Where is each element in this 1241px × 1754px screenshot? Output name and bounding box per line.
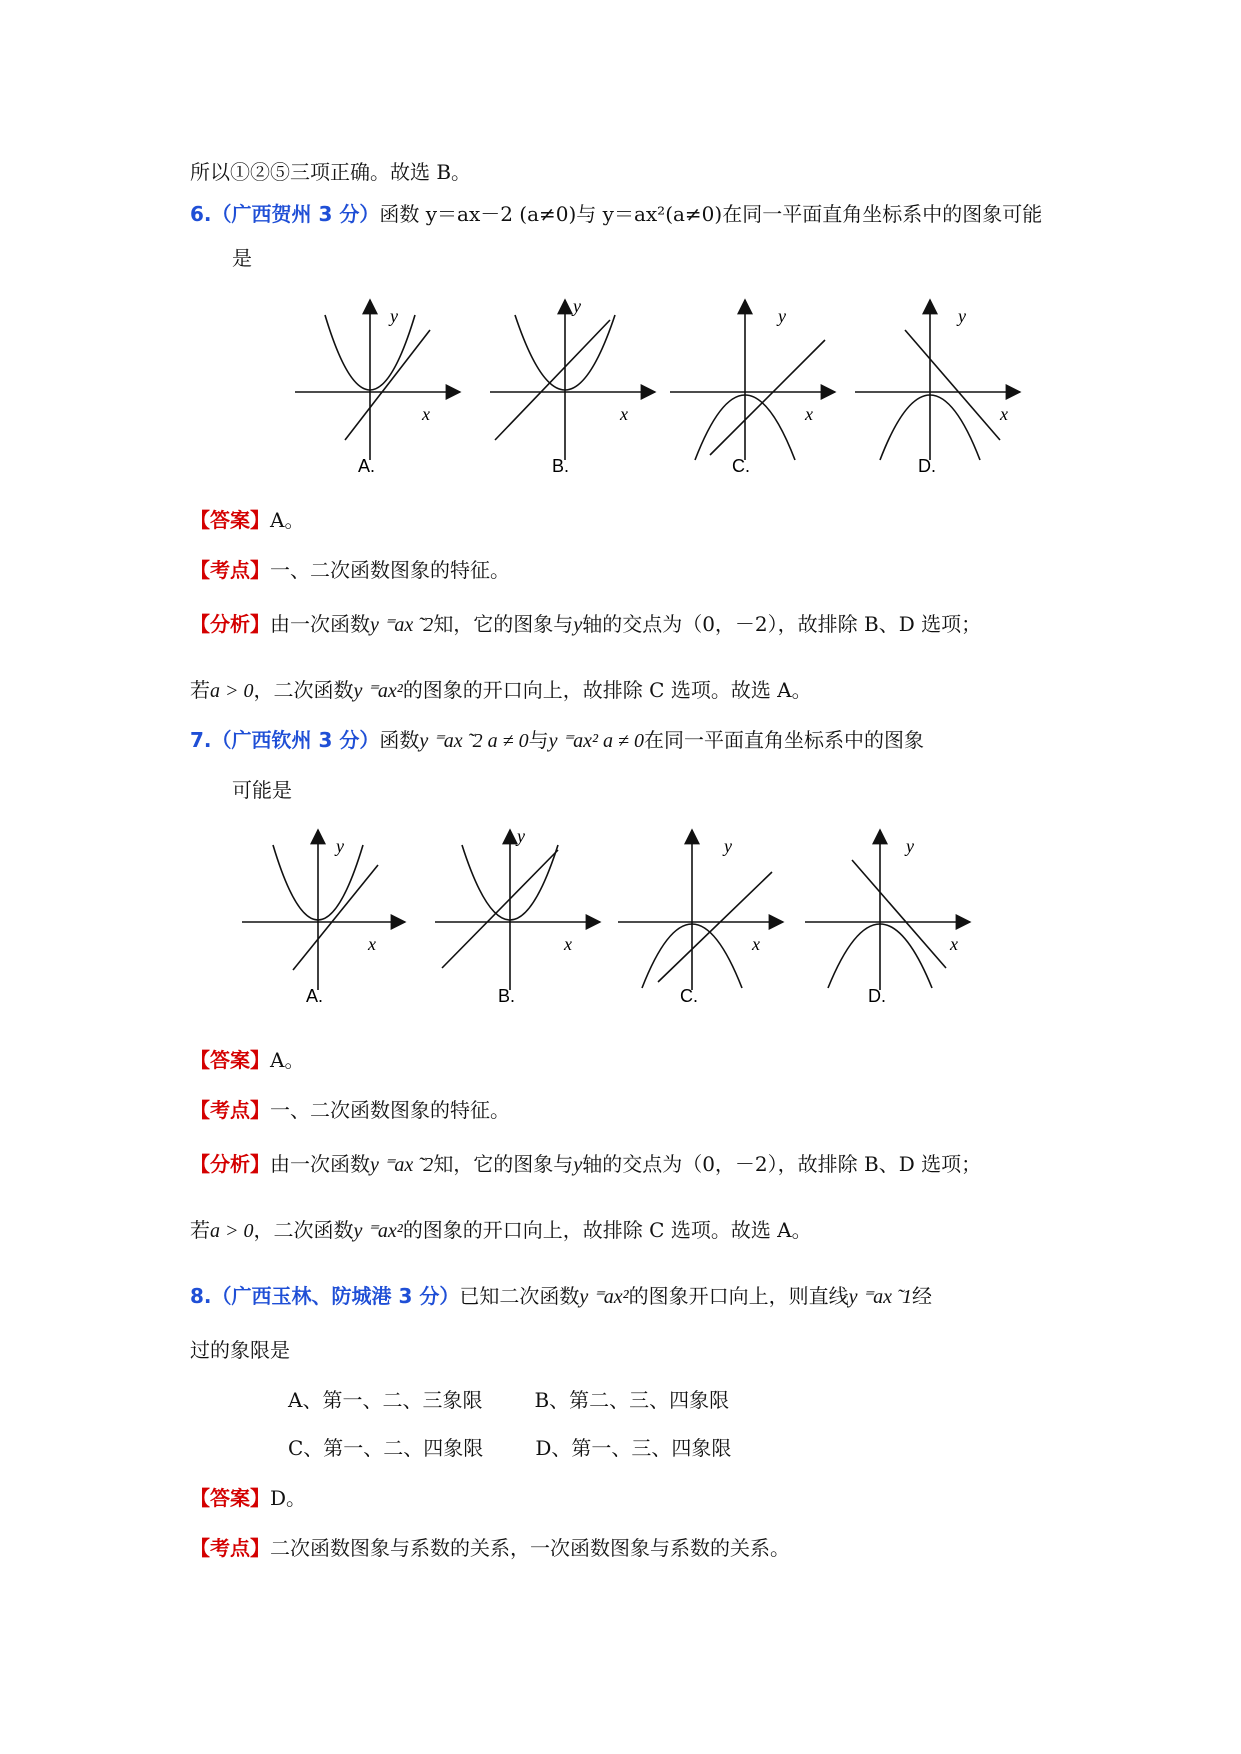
- q8-kaodian-tag: 【考点】: [190, 1536, 270, 1560]
- q6-kaodian-text: 一、二次函数图象的特征。: [270, 558, 510, 582]
- q8-answer-value: D。: [270, 1486, 307, 1510]
- q6-label-b: B.: [552, 456, 570, 476]
- q7-a: 函数: [379, 728, 420, 752]
- q7-fenxi: [190, 1150, 981, 1179]
- q7-b-x-label: x: [564, 934, 572, 954]
- q8-kaodian-text: 二次函数图象与系数的关系，一次函数图象与系数的关系。: [270, 1536, 790, 1560]
- q6-answer-value: A。: [270, 508, 305, 532]
- q7-fenxi-y: y: [573, 1154, 583, 1176]
- q7-graph-a: [242, 830, 405, 990]
- q7-fenxi-tag: 【分析】: [190, 1152, 270, 1176]
- q7-d-x-label: x: [950, 934, 958, 954]
- q8-option-d: D、第一、三、四象限: [535, 1436, 732, 1460]
- question-8: [190, 1282, 932, 1311]
- q7-fenxi-c: 轴的交点为（0，－2），故排除 B、D 选项；: [582, 1152, 982, 1176]
- q6-label-d: D.: [918, 456, 936, 476]
- q7-graph-d: [805, 830, 970, 990]
- text-line-1: 所以①②⑤三项正确。故选 B。: [190, 160, 472, 184]
- q6-c-x-label: x: [805, 404, 813, 424]
- q8-c: 经: [911, 1284, 932, 1308]
- q6-a-y-label: y: [390, 306, 398, 326]
- q7-fenxi-b: 知，它的图象与: [433, 1152, 574, 1176]
- q8-source: 8.（广西玉林、防城港 3 分）: [190, 1284, 460, 1308]
- q7-fenxi-a: 由一次函数: [270, 1152, 370, 1176]
- q6-fenxi-tag: 【分析】: [190, 612, 270, 636]
- q8-answer-tag: 【答案】: [190, 1486, 270, 1510]
- q6-answer-tag: 【答案】: [190, 508, 270, 532]
- q7-a-y-label: y: [336, 836, 344, 856]
- q6-b-x-label: x: [620, 404, 628, 424]
- q8-a: 已知二次函数: [459, 1284, 580, 1308]
- q6-c-y-label: y: [778, 306, 786, 326]
- q8-answer: [190, 1484, 306, 1512]
- q6-d-y-label: y: [958, 306, 966, 326]
- q7-graph-c: [618, 830, 783, 990]
- q7-graphs: [240, 820, 1000, 1010]
- q7-source: 7.（广西钦州 3 分）: [190, 728, 380, 752]
- q6-graph-c: [670, 300, 835, 460]
- q7-d-y-label: y: [906, 836, 914, 856]
- q7-fenxi2-math2: y ⁼ax²: [353, 1220, 403, 1242]
- q6-a-x-label: x: [422, 404, 430, 424]
- q6-graphs: [290, 290, 1050, 480]
- q6-graph-a: [295, 300, 460, 460]
- q6-fenxi-c: 轴的交点为（0，－2），故排除 B、D 选项；: [582, 612, 982, 636]
- q6-answer: [190, 506, 304, 534]
- q7-graph-b: [435, 830, 600, 990]
- q6-fenxi-y: y: [573, 614, 583, 636]
- q6-fenxi2-math1: a > 0: [210, 680, 254, 702]
- q7-kaodian-text: 一、二次函数图象的特征。: [270, 1098, 510, 1122]
- q7-continuation: 可能是: [232, 778, 292, 802]
- q6-fenxi2-c: 的图象的开口向上，故排除 C 选项。故选 A。: [402, 678, 812, 702]
- q6-kaodian: [190, 556, 510, 584]
- q7-b: 与: [528, 728, 549, 752]
- q6-label-a: A.: [358, 456, 376, 476]
- q8-option-a: A、第一、二、三象限: [288, 1388, 483, 1412]
- q6-b-y-label: y: [573, 296, 581, 316]
- question-7: [190, 726, 924, 755]
- q7-answer-value: A。: [270, 1048, 305, 1072]
- q7-answer-tag: 【答案】: [190, 1048, 270, 1072]
- q6-fenxi-a: 由一次函数: [270, 612, 370, 636]
- q8-options-row-1: [288, 1386, 729, 1414]
- q7-a-x-label: x: [368, 934, 376, 954]
- q6-d-x-label: x: [1000, 404, 1008, 424]
- q6-text: 函数 y＝ax－2 (a≠0)与 y＝ax²(a≠0)在同一平面直角坐标系中的图象可能: [379, 202, 1043, 226]
- q7-c-y-label: y: [724, 836, 732, 856]
- q7-label-c: C.: [680, 986, 698, 1006]
- q6-kaodian-tag: 【考点】: [190, 558, 270, 582]
- q6-graph-d: [855, 300, 1020, 460]
- question-6: [190, 200, 1042, 228]
- q7-b-y-label: y: [517, 826, 525, 846]
- q6-fenxi-2: [190, 676, 812, 705]
- q7-math2: y ⁼ax² a ≠ 0: [548, 730, 644, 752]
- q7-fenxi-math: y ⁼ax ̃ 2: [370, 1154, 434, 1176]
- q8-b: 的图象开口向上，则直线: [628, 1284, 849, 1308]
- q7-c: 在同一平面直角坐标系中的图象: [643, 728, 924, 752]
- q8-continuation: 过的象限是: [190, 1338, 290, 1362]
- q7-answer: [190, 1046, 304, 1074]
- q7-fenxi2-c: 的图象的开口向上，故排除 C 选项。故选 A。: [402, 1218, 812, 1242]
- q8-options-row-2: [288, 1434, 731, 1462]
- q8-kaodian: [190, 1534, 790, 1562]
- q8-math1: y ⁼ax²: [579, 1286, 629, 1308]
- q6-fenxi-math: y ⁼ax ̃ 2: [370, 614, 434, 636]
- q8-option-b: B、第二、三、四象限: [534, 1388, 730, 1412]
- q6-fenxi2-b: ，二次函数: [253, 678, 354, 702]
- q7-c-x-label: x: [752, 934, 760, 954]
- q7-fenxi2-a: 若: [190, 1218, 210, 1242]
- q7-label-d: D.: [868, 986, 886, 1006]
- q7-label-b: B.: [498, 986, 516, 1006]
- q7-kaodian-tag: 【考点】: [190, 1098, 270, 1122]
- q7-fenxi2-math1: a > 0: [210, 1220, 254, 1242]
- q6-label-c: C.: [732, 456, 750, 476]
- q7-fenxi2-b: ，二次函数: [253, 1218, 354, 1242]
- q6-fenxi2-math2: y ⁼ax²: [353, 680, 403, 702]
- q8-option-c: C、第一、二、四象限: [288, 1436, 484, 1460]
- q6-continuation: 是: [232, 246, 252, 270]
- q6-fenxi2-a: 若: [190, 678, 210, 702]
- q6-fenxi-b: 知，它的图象与: [433, 612, 574, 636]
- q7-math1: y ⁼ax ̃ 2 a ≠ 0: [419, 730, 529, 752]
- q6-graph-b: [490, 300, 655, 460]
- q7-label-a: A.: [306, 986, 324, 1006]
- q6-fenxi: [190, 610, 981, 639]
- q7-fenxi-2: [190, 1216, 812, 1245]
- q8-math2: y ⁼ax ̃ 1: [848, 1286, 912, 1308]
- q7-kaodian: [190, 1096, 510, 1124]
- q6-source: 6.（广西贺州 3 分）: [190, 202, 380, 226]
